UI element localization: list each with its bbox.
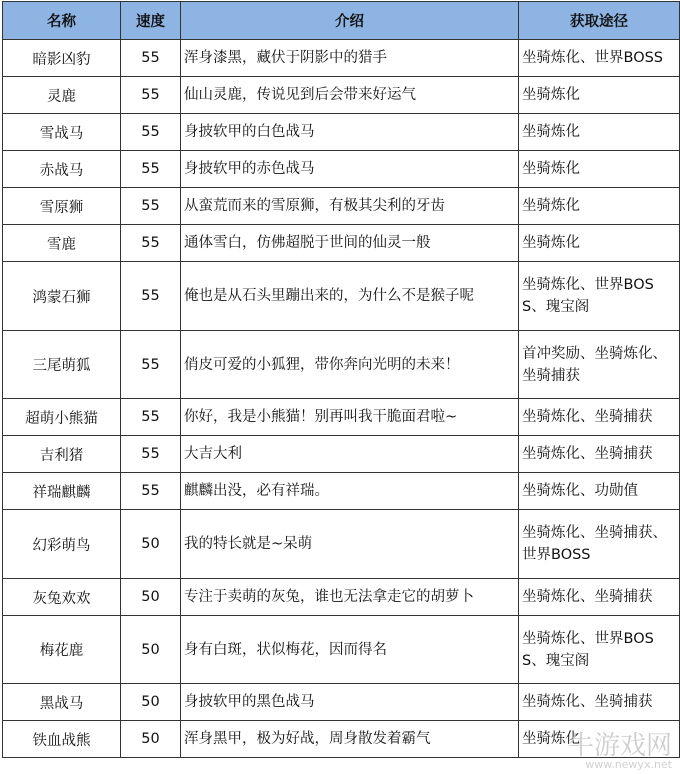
table-row	[3, 616, 680, 684]
header-source: 获取途径	[519, 2, 680, 40]
mount-description: 身披软甲的赤色战马	[181, 151, 519, 188]
table-row	[3, 331, 680, 399]
mount-speed: 50	[121, 579, 181, 616]
mount-description: 我的特长就是~呆萌	[181, 510, 519, 579]
mount-name: 幻彩萌鸟	[3, 510, 121, 579]
mount-description: 身有白斑，状似梅花，因而得名	[181, 616, 519, 684]
mount-description: 浑身黑甲，极为好战，周身散发着霸气	[181, 721, 519, 758]
table-row	[3, 188, 680, 225]
table-row	[3, 399, 680, 436]
mount-source: 坐骑炼化	[519, 188, 680, 225]
mount-name: 赤战马	[3, 151, 121, 188]
mount-speed: 55	[121, 399, 181, 436]
mount-source: 坐骑炼化	[519, 151, 680, 188]
mount-table	[2, 1, 680, 758]
table-row	[3, 684, 680, 721]
mount-speed: 50	[121, 721, 181, 758]
mount-source: 首冲奖励、坐骑炼化、坐骑捕获	[519, 331, 680, 399]
mount-description: 俏皮可爱的小狐狸，带你奔向光明的未来！	[181, 331, 519, 399]
mount-name: 黑战马	[3, 684, 121, 721]
mount-speed: 55	[121, 151, 181, 188]
header-speed: 速度	[121, 2, 181, 40]
mount-name: 吉利猪	[3, 436, 121, 473]
mount-speed: 55	[121, 225, 181, 262]
mount-name: 灵鹿	[3, 77, 121, 114]
mount-speed: 55	[121, 114, 181, 151]
mount-speed: 50	[121, 684, 181, 721]
table-row	[3, 151, 680, 188]
watermark-logo: 牛游戏网 www.newyx.net	[567, 731, 672, 771]
mount-description: 身披软甲的黑色战马	[181, 684, 519, 721]
mount-description: 专注于卖萌的灰兔，谁也无法拿走它的胡萝卜	[181, 579, 519, 616]
mount-name: 祥瑞麒麟	[3, 473, 121, 510]
mount-name: 梅花鹿	[3, 616, 121, 684]
mount-description: 大吉大利	[181, 436, 519, 473]
mount-speed: 55	[121, 188, 181, 225]
mount-speed: 55	[121, 436, 181, 473]
mount-source: 坐骑炼化	[519, 114, 680, 151]
mount-description: 通体雪白，仿佛超脱于世间的仙灵一般	[181, 225, 519, 262]
mount-source: 坐骑炼化、世界BOSS	[519, 40, 680, 77]
mount-name: 雪战马	[3, 114, 121, 151]
mount-description: 浑身漆黑，藏伏于阴影中的猎手	[181, 40, 519, 77]
mount-name: 暗影凶豹	[3, 40, 121, 77]
mount-source: 坐骑炼化、坐骑捕获	[519, 684, 680, 721]
table-row	[3, 473, 680, 510]
mount-speed: 55	[121, 40, 181, 77]
mount-speed: 50	[121, 616, 181, 684]
mount-description: 俺也是从石头里蹦出来的，为什么不是猴子呢	[181, 262, 519, 331]
mount-description: 身披软甲的白色战马	[181, 114, 519, 151]
mount-source: 坐骑炼化、世界BOSS、瑰宝阁	[519, 262, 680, 331]
mount-source: 坐骑炼化	[519, 77, 680, 114]
mount-name: 雪鹿	[3, 225, 121, 262]
mount-source: 坐骑炼化、坐骑捕获	[519, 399, 680, 436]
mount-name: 铁血战熊	[3, 721, 121, 758]
table-row	[3, 114, 680, 151]
mount-description: 麒麟出没，必有祥瑞。	[181, 473, 519, 510]
header-name: 名称	[3, 2, 121, 40]
mount-name: 三尾萌狐	[3, 331, 121, 399]
mount-source: 坐骑炼化、功勋值	[519, 473, 680, 510]
mount-name: 超萌小熊猫	[3, 399, 121, 436]
mount-description: 仙山灵鹿，传说见到后会带来好运气	[181, 77, 519, 114]
table-row	[3, 225, 680, 262]
header-row	[3, 2, 680, 40]
mount-name: 雪原狮	[3, 188, 121, 225]
mount-source: 坐骑炼化、坐骑捕获	[519, 436, 680, 473]
header-desc: 介绍	[181, 2, 519, 40]
mount-speed: 55	[121, 473, 181, 510]
table-row	[3, 40, 680, 77]
table-row	[3, 510, 680, 579]
mount-speed: 50	[121, 510, 181, 579]
table-row	[3, 579, 680, 616]
mount-source: 坐骑炼化、坐骑捕获	[519, 579, 680, 616]
table-row	[3, 77, 680, 114]
mount-source: 坐骑炼化、世界BOSS、瑰宝阁	[519, 616, 680, 684]
mount-speed: 55	[121, 331, 181, 399]
mount-name: 灰兔欢欢	[3, 579, 121, 616]
mount-description: 你好，我是小熊猫！别再叫我干脆面君啦~	[181, 399, 519, 436]
mount-source: 坐骑炼化	[519, 721, 680, 758]
table-row	[3, 436, 680, 473]
mount-source: 坐骑炼化、坐骑捕获、世界BOSS	[519, 510, 680, 579]
mount-source: 坐骑炼化	[519, 225, 680, 262]
mount-description: 从蛮荒而来的雪原狮，有极其尖利的牙齿	[181, 188, 519, 225]
mount-speed: 55	[121, 262, 181, 331]
mount-speed: 55	[121, 77, 181, 114]
table-row	[3, 262, 680, 331]
mount-name: 鸿蒙石狮	[3, 262, 121, 331]
